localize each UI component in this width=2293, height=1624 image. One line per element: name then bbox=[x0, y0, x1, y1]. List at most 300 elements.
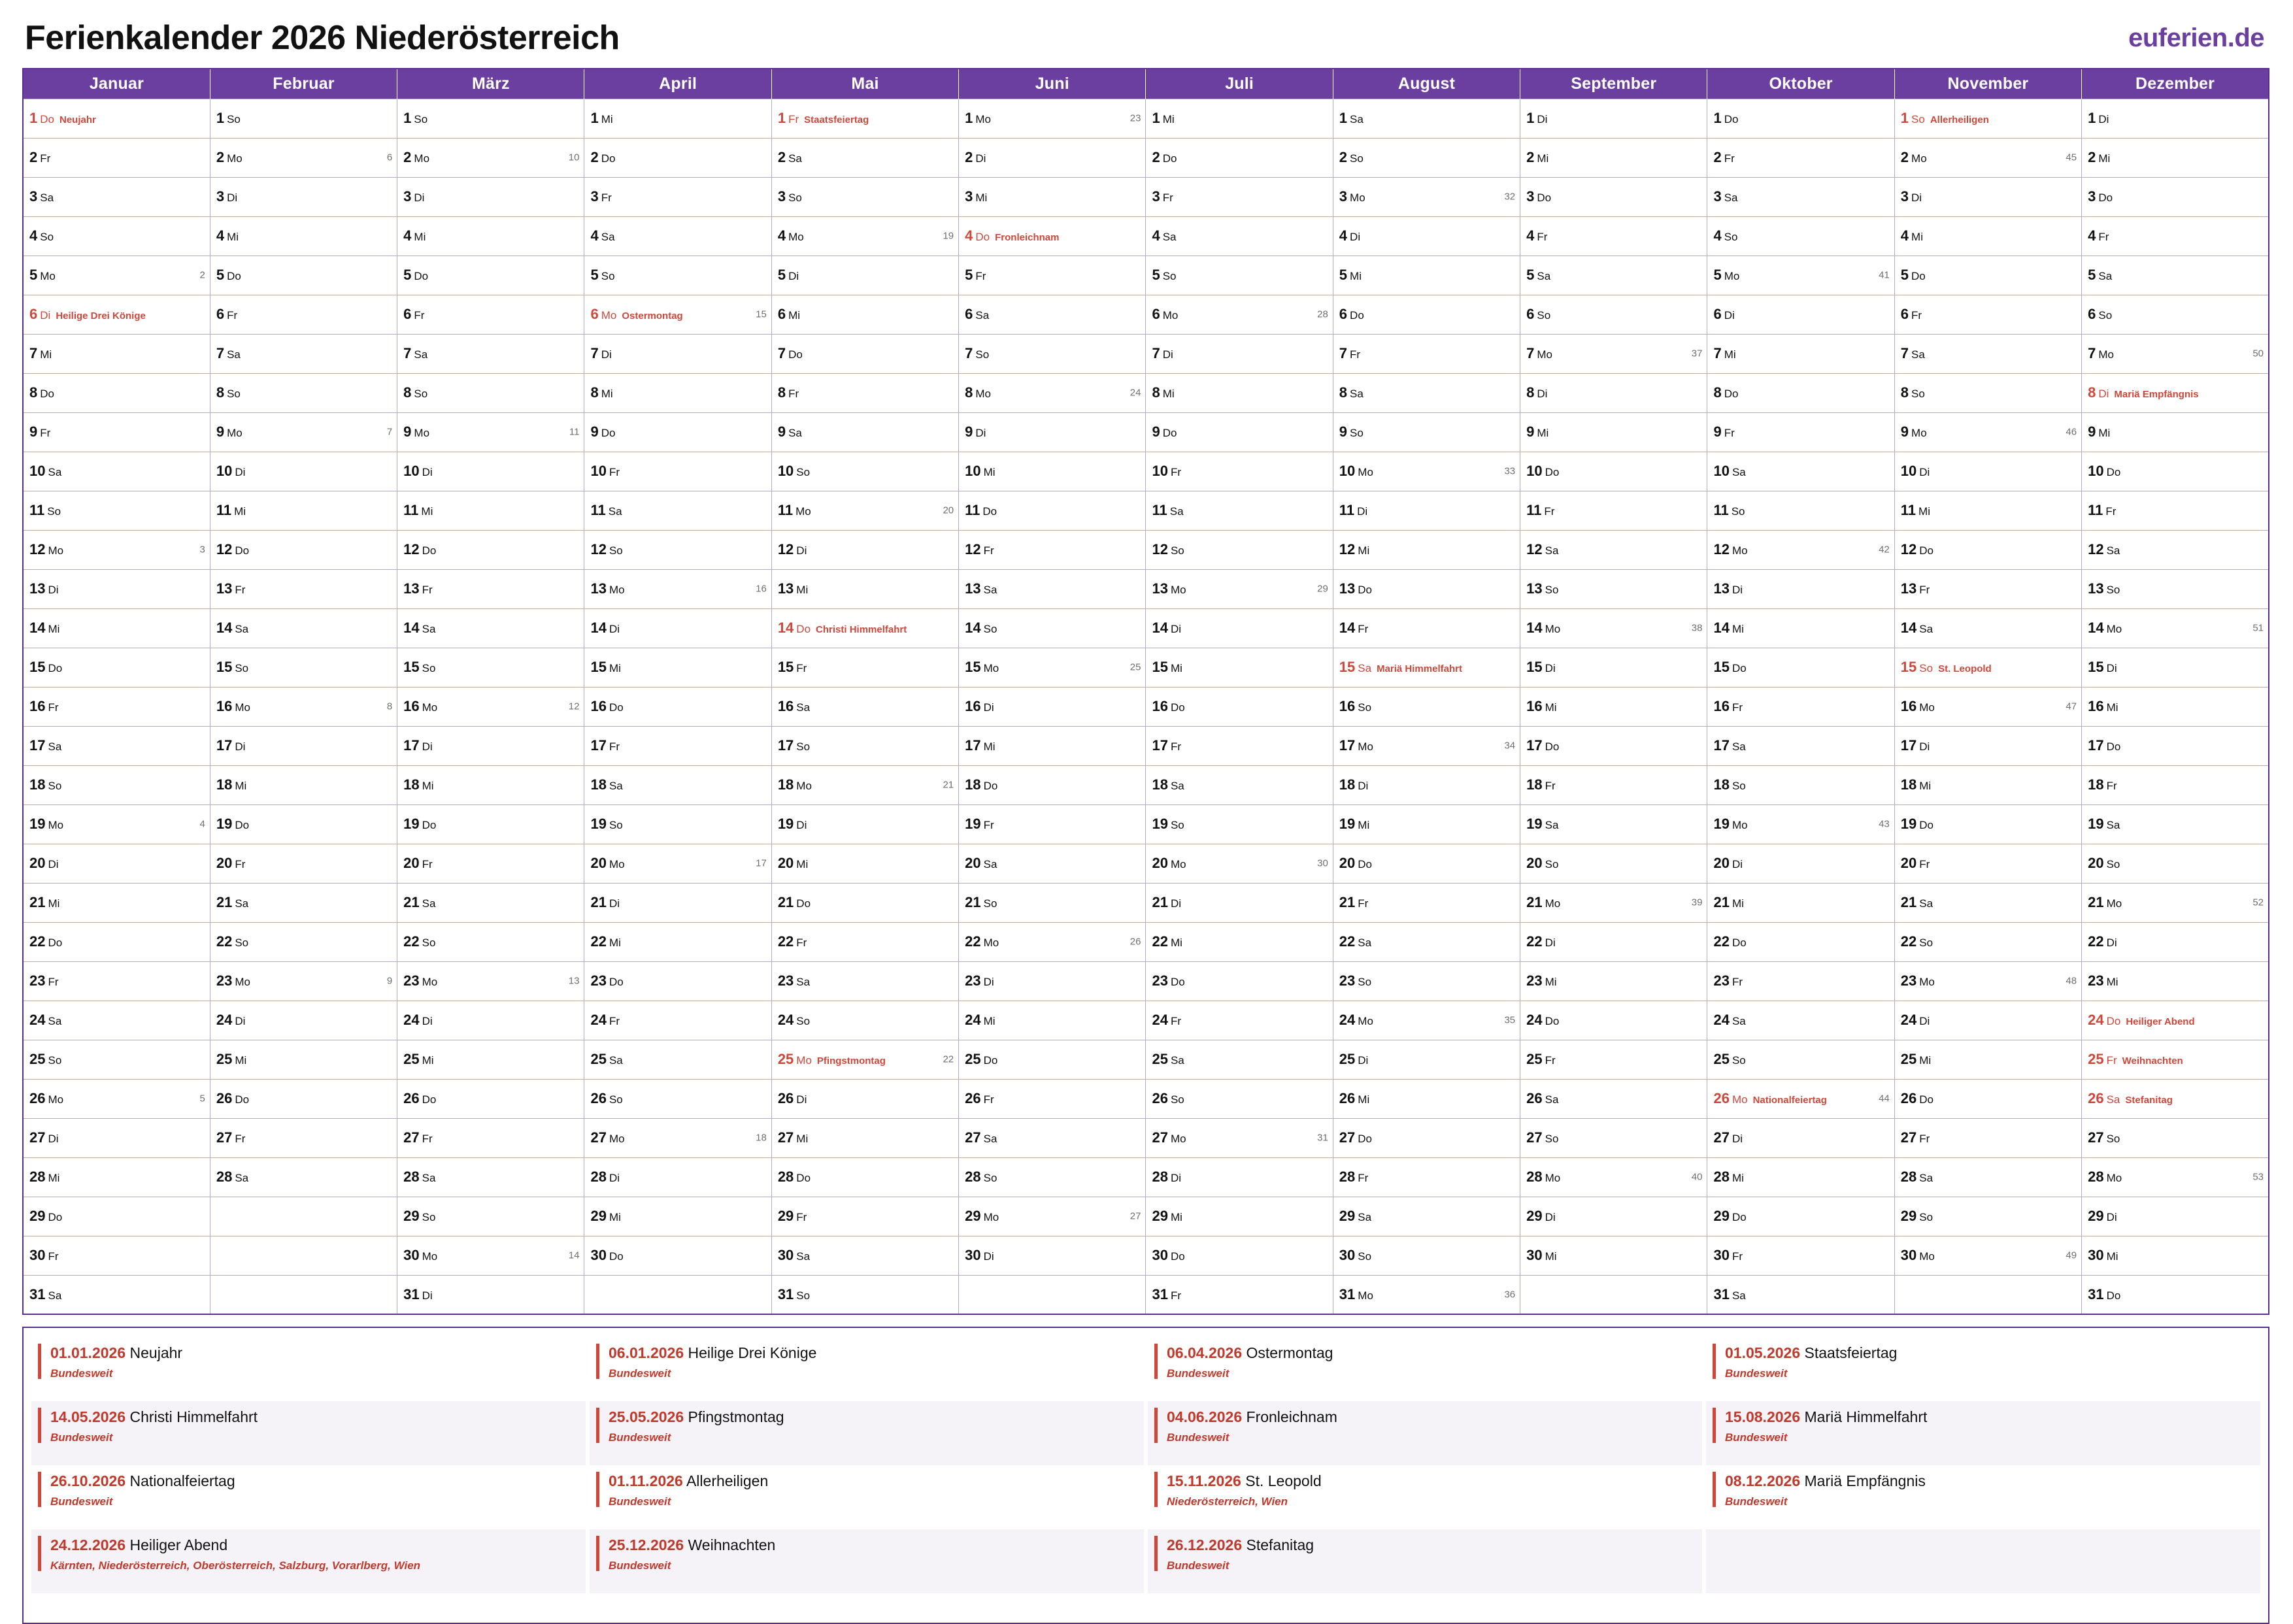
day-cell bbox=[1520, 765, 1707, 804]
day-number: 26 bbox=[1900, 1090, 1917, 1106]
day-weekday: Di bbox=[422, 740, 433, 753]
day-weekday: Fr bbox=[1350, 348, 1361, 361]
day-number: 6 bbox=[2088, 306, 2096, 322]
day-weekday: Fr bbox=[235, 584, 246, 596]
day-weekday: Mo bbox=[796, 780, 812, 792]
day-weekday: So bbox=[422, 936, 436, 949]
day-weekday: Do bbox=[1162, 152, 1177, 165]
calendar-row bbox=[23, 334, 2269, 373]
day-cell bbox=[1146, 491, 1333, 530]
day-number: 24 bbox=[2088, 1012, 2104, 1028]
legend-date: 25.05.2026 bbox=[609, 1408, 684, 1425]
day-number: 18 bbox=[777, 776, 794, 793]
day-weekday: Do bbox=[601, 152, 616, 165]
day-weekday: So bbox=[788, 191, 802, 204]
day-number: 4 bbox=[1900, 227, 1909, 244]
calendar-row bbox=[23, 99, 2269, 138]
day-weekday: Fr bbox=[48, 976, 59, 988]
day-number: 15 bbox=[1152, 659, 1168, 675]
calendar-row bbox=[23, 922, 2269, 961]
day-weekday: Sa bbox=[48, 740, 62, 753]
day-number: 31 bbox=[777, 1285, 794, 1302]
day-number: 31 bbox=[1713, 1285, 1730, 1302]
day-number: 19 bbox=[2088, 816, 2104, 832]
day-cell bbox=[2082, 961, 2269, 1001]
day-weekday: Mo bbox=[1170, 858, 1186, 870]
day-weekday: Mi bbox=[414, 231, 426, 243]
day-cell bbox=[1707, 1197, 1894, 1236]
day-number: 11 bbox=[777, 502, 794, 518]
day-cell bbox=[1894, 765, 2081, 804]
day-weekday: Fr bbox=[788, 113, 799, 125]
day-cell bbox=[1520, 648, 1707, 687]
day-cell bbox=[2082, 1118, 2269, 1157]
legend-date-name: 01.11.2026 Allerheiligen bbox=[609, 1472, 769, 1489]
legend-color-bar bbox=[596, 1344, 599, 1379]
day-cell bbox=[23, 1197, 210, 1236]
day-number: 2 bbox=[1152, 149, 1160, 165]
day-weekday: Di bbox=[796, 819, 807, 831]
day-weekday: Do bbox=[235, 819, 250, 831]
day-cell bbox=[1333, 569, 1520, 608]
day-number: 4 bbox=[1713, 227, 1722, 244]
day-weekday: Mo bbox=[2106, 897, 2122, 910]
day-number: 10 bbox=[590, 463, 607, 479]
day-cell bbox=[959, 648, 1146, 687]
day-number: 11 bbox=[29, 502, 45, 518]
day-number: 1 bbox=[777, 110, 786, 126]
calendar-row bbox=[23, 1040, 2269, 1079]
day-weekday: Mo bbox=[983, 1211, 999, 1223]
day-weekday: Di bbox=[983, 1250, 994, 1263]
day-cell bbox=[397, 138, 584, 177]
calendar-row bbox=[23, 491, 2269, 530]
day-cell bbox=[771, 256, 958, 295]
day-weekday: Mo bbox=[983, 936, 999, 949]
day-number: 4 bbox=[29, 227, 38, 244]
day-number: 22 bbox=[403, 933, 420, 950]
day-weekday: Fr bbox=[1162, 191, 1173, 204]
day-weekday: Fr bbox=[1911, 309, 1922, 322]
legend-text bbox=[609, 1536, 775, 1572]
day-number: 4 bbox=[216, 227, 225, 244]
week-number: 21 bbox=[943, 779, 954, 791]
day-cell bbox=[1707, 608, 1894, 648]
legend-text bbox=[50, 1408, 258, 1444]
day-number: 14 bbox=[777, 620, 794, 636]
week-number: 18 bbox=[756, 1132, 767, 1144]
day-weekday: Mi bbox=[975, 191, 988, 204]
day-cell bbox=[1707, 648, 1894, 687]
legend-date-name: 01.01.2026 Neujahr bbox=[50, 1344, 183, 1361]
month-header-august: August bbox=[1333, 69, 1520, 99]
day-cell bbox=[1333, 138, 1520, 177]
day-cell bbox=[2082, 1157, 2269, 1197]
calendar-row bbox=[23, 1157, 2269, 1197]
day-number: 16 bbox=[29, 698, 46, 714]
day-number: 20 bbox=[590, 855, 607, 871]
day-weekday: Sa bbox=[1732, 740, 1746, 753]
day-cell bbox=[959, 491, 1146, 530]
day-number: 11 bbox=[965, 502, 980, 518]
day-number: 20 bbox=[216, 855, 233, 871]
day-weekday: Fr bbox=[1732, 1250, 1743, 1263]
day-cell bbox=[23, 1079, 210, 1118]
day-number: 3 bbox=[965, 188, 973, 205]
day-cell bbox=[210, 1040, 397, 1079]
day-weekday: Do bbox=[2106, 1289, 2121, 1302]
day-number: 6 bbox=[1713, 306, 1722, 322]
legend-text bbox=[1167, 1408, 1337, 1444]
day-cell bbox=[959, 138, 1146, 177]
day-number: 31 bbox=[29, 1285, 46, 1302]
day-number: 31 bbox=[1339, 1285, 1356, 1302]
day-number: 4 bbox=[777, 227, 786, 244]
day-number: 26 bbox=[1526, 1090, 1543, 1106]
day-cell bbox=[959, 1157, 1146, 1197]
day-weekday: Mi bbox=[1162, 113, 1175, 125]
day-cell bbox=[2082, 726, 2269, 765]
day-number: 29 bbox=[965, 1208, 981, 1224]
week-number: 6 bbox=[386, 152, 393, 163]
day-number: 12 bbox=[2088, 541, 2104, 557]
day-number: 19 bbox=[403, 816, 420, 832]
week-number: 44 bbox=[1879, 1093, 1890, 1104]
day-cell bbox=[1894, 1236, 2081, 1275]
day-cell bbox=[397, 1275, 584, 1314]
day-weekday: So bbox=[1170, 1093, 1184, 1106]
day-cell bbox=[1333, 530, 1520, 569]
day-weekday: So bbox=[1545, 1133, 1559, 1145]
day-cell bbox=[23, 373, 210, 412]
day-cell bbox=[1146, 648, 1333, 687]
day-weekday: Do bbox=[1537, 191, 1552, 204]
day-weekday: Sa bbox=[422, 897, 436, 910]
day-weekday: Do bbox=[1170, 976, 1185, 988]
day-weekday: Mi bbox=[2098, 427, 2111, 439]
day-cell bbox=[397, 412, 584, 452]
day-number: 30 bbox=[403, 1247, 420, 1263]
day-cell bbox=[1520, 844, 1707, 883]
day-cell bbox=[2082, 530, 2269, 569]
day-weekday: Di bbox=[1545, 936, 1556, 949]
day-number: 23 bbox=[216, 972, 233, 989]
day-number: 25 bbox=[1526, 1051, 1543, 1067]
day-weekday: Mo bbox=[2106, 623, 2122, 635]
day-weekday: Mi bbox=[421, 505, 433, 518]
day-number: 19 bbox=[1526, 816, 1543, 832]
day-number: 26 bbox=[1339, 1090, 1356, 1106]
day-weekday: Mo bbox=[1545, 897, 1561, 910]
week-number: 31 bbox=[1317, 1132, 1328, 1144]
day-weekday: Mo bbox=[422, 701, 438, 714]
day-weekday: So bbox=[601, 270, 615, 282]
day-weekday: Di bbox=[235, 740, 246, 753]
day-number: 27 bbox=[965, 1129, 981, 1146]
day-number: 10 bbox=[2088, 463, 2104, 479]
day-weekday: So bbox=[1358, 701, 1372, 714]
day-number: 23 bbox=[2088, 972, 2104, 989]
day-weekday: Fr bbox=[983, 544, 994, 557]
day-cell bbox=[210, 726, 397, 765]
day-cell bbox=[23, 922, 210, 961]
day-cell bbox=[1707, 334, 1894, 373]
day-weekday: Di bbox=[1919, 1015, 1930, 1027]
week-number: 28 bbox=[1317, 308, 1328, 320]
day-weekday: Di bbox=[48, 584, 59, 596]
day-cell bbox=[771, 99, 958, 138]
day-number: 2 bbox=[403, 149, 412, 165]
day-cell bbox=[1520, 334, 1707, 373]
day-weekday: Sa bbox=[1545, 544, 1559, 557]
day-weekday: Mo bbox=[1911, 152, 1927, 165]
day-number: 22 bbox=[590, 933, 607, 950]
day-cell bbox=[23, 765, 210, 804]
day-number: 28 bbox=[403, 1168, 420, 1185]
day-cell bbox=[397, 687, 584, 726]
day-number: 16 bbox=[1339, 698, 1356, 714]
day-number: 4 bbox=[1339, 227, 1348, 244]
day-number: 3 bbox=[777, 188, 786, 205]
day-number: 3 bbox=[1900, 188, 1909, 205]
week-number: 42 bbox=[1879, 544, 1890, 555]
day-number: 10 bbox=[1526, 463, 1543, 479]
day-cell bbox=[2082, 1079, 2269, 1118]
day-cell bbox=[1707, 452, 1894, 491]
day-cell bbox=[1333, 922, 1520, 961]
holiday-label: Neujahr bbox=[59, 114, 96, 125]
week-number: 36 bbox=[1504, 1289, 1516, 1301]
day-number: 3 bbox=[403, 188, 412, 205]
day-cell bbox=[1146, 804, 1333, 844]
day-weekday: Di bbox=[796, 544, 807, 557]
empty-cell bbox=[210, 1236, 397, 1275]
day-number: 5 bbox=[1900, 267, 1909, 283]
day-cell bbox=[1894, 216, 2081, 256]
day-weekday: Do bbox=[40, 388, 54, 400]
day-cell bbox=[23, 177, 210, 216]
week-number: 15 bbox=[756, 308, 767, 320]
week-number: 50 bbox=[2252, 348, 2264, 359]
day-weekday: Fr bbox=[235, 1133, 246, 1145]
day-number: 30 bbox=[29, 1247, 46, 1263]
day-weekday: Di bbox=[1732, 1133, 1743, 1145]
calendar-row bbox=[23, 177, 2269, 216]
day-weekday: Fr bbox=[422, 584, 433, 596]
day-weekday: Fr bbox=[2098, 231, 2109, 243]
week-number: 52 bbox=[2252, 897, 2264, 908]
day-cell bbox=[1146, 1236, 1333, 1275]
day-weekday: Mi bbox=[1545, 1250, 1557, 1263]
day-weekday: Mi bbox=[2106, 1250, 2118, 1263]
day-weekday: Do bbox=[609, 976, 624, 988]
day-number: 22 bbox=[1152, 933, 1168, 950]
day-weekday: Fr bbox=[1919, 584, 1930, 596]
day-cell bbox=[959, 177, 1146, 216]
day-number: 8 bbox=[216, 384, 225, 401]
day-number: 8 bbox=[29, 384, 38, 401]
day-weekday: Mi bbox=[983, 740, 996, 753]
day-cell bbox=[771, 295, 958, 334]
week-number: 48 bbox=[2066, 975, 2077, 987]
day-weekday: Mi bbox=[40, 348, 52, 361]
day-weekday: Do bbox=[788, 348, 803, 361]
day-cell bbox=[210, 961, 397, 1001]
day-number: 9 bbox=[1339, 423, 1348, 440]
legend-text bbox=[50, 1472, 235, 1508]
day-cell bbox=[584, 844, 771, 883]
day-cell bbox=[584, 1001, 771, 1040]
day-weekday: So bbox=[1731, 505, 1745, 518]
day-number: 1 bbox=[2088, 110, 2096, 126]
day-number: 23 bbox=[1526, 972, 1543, 989]
day-weekday: Sa bbox=[1350, 388, 1364, 400]
day-cell bbox=[771, 1275, 958, 1314]
day-cell bbox=[1707, 177, 1894, 216]
day-cell bbox=[1333, 1118, 1520, 1157]
day-weekday: So bbox=[983, 1172, 997, 1184]
day-weekday: Sa bbox=[609, 1054, 623, 1067]
day-cell bbox=[1894, 608, 2081, 648]
day-number: 15 bbox=[590, 659, 607, 675]
day-number: 20 bbox=[1526, 855, 1543, 871]
day-weekday: So bbox=[1170, 544, 1184, 557]
day-cell bbox=[1894, 1157, 2081, 1197]
day-weekday: Mo bbox=[983, 662, 999, 674]
day-number: 24 bbox=[1152, 1012, 1168, 1028]
day-weekday: Sa bbox=[1358, 936, 1372, 949]
day-cell bbox=[210, 608, 397, 648]
day-weekday: Mo bbox=[227, 427, 243, 439]
day-number: 2 bbox=[590, 149, 599, 165]
day-number: 27 bbox=[216, 1129, 233, 1146]
week-number: 9 bbox=[386, 975, 393, 987]
month-header-februar: Februar bbox=[210, 69, 397, 99]
day-cell bbox=[397, 844, 584, 883]
day-cell bbox=[584, 138, 771, 177]
day-cell bbox=[2082, 569, 2269, 608]
legend-color-bar bbox=[38, 1344, 41, 1379]
day-cell bbox=[23, 138, 210, 177]
legend-date-name: 26.12.2026 Stefanitag bbox=[1167, 1536, 1314, 1553]
empty-cell bbox=[210, 1275, 397, 1314]
day-number: 11 bbox=[1526, 502, 1542, 518]
day-weekday: Mi bbox=[1170, 1211, 1182, 1223]
day-weekday: Mi bbox=[1162, 388, 1175, 400]
day-cell bbox=[959, 1197, 1146, 1236]
day-weekday: Di bbox=[1732, 584, 1743, 596]
day-weekday: Do bbox=[601, 427, 616, 439]
day-cell bbox=[397, 569, 584, 608]
day-number: 9 bbox=[1713, 423, 1722, 440]
day-number: 24 bbox=[403, 1012, 420, 1028]
day-number: 13 bbox=[216, 580, 233, 597]
day-cell bbox=[1333, 412, 1520, 452]
day-weekday: Do bbox=[983, 1054, 998, 1067]
day-number: 13 bbox=[777, 580, 794, 597]
legend-date-name: 25.05.2026 Pfingstmontag bbox=[609, 1408, 784, 1425]
day-cell bbox=[771, 844, 958, 883]
day-weekday: Fr bbox=[983, 819, 994, 831]
day-weekday: So bbox=[975, 348, 990, 361]
legend-date: 26.12.2026 bbox=[1167, 1536, 1243, 1553]
day-cell bbox=[959, 1236, 1146, 1275]
day-number: 15 bbox=[2088, 659, 2104, 675]
day-number: 5 bbox=[590, 267, 599, 283]
day-cell bbox=[1333, 216, 1520, 256]
day-weekday: Mo bbox=[1732, 544, 1748, 557]
day-weekday: Sa bbox=[48, 1015, 62, 1027]
day-cell bbox=[397, 177, 584, 216]
day-weekday: So bbox=[48, 780, 62, 792]
day-cell bbox=[584, 1197, 771, 1236]
day-number: 27 bbox=[590, 1129, 607, 1146]
day-weekday: Mi bbox=[601, 113, 613, 125]
day-number: 21 bbox=[590, 894, 607, 910]
legend-color-bar bbox=[1713, 1408, 1716, 1443]
day-number: 6 bbox=[777, 306, 786, 322]
day-cell bbox=[2082, 373, 2269, 412]
day-number: 9 bbox=[590, 423, 599, 440]
week-number: 23 bbox=[1130, 112, 1141, 124]
day-weekday: Do bbox=[1545, 466, 1560, 478]
day-number: 8 bbox=[965, 384, 973, 401]
legend-date-name: 24.12.2026 Heiliger Abend bbox=[50, 1536, 228, 1553]
day-number: 15 bbox=[965, 659, 981, 675]
day-number: 14 bbox=[965, 620, 981, 636]
day-weekday: Fr bbox=[422, 858, 433, 870]
day-number: 18 bbox=[1152, 776, 1168, 793]
day-cell bbox=[1707, 804, 1894, 844]
day-number: 13 bbox=[965, 580, 981, 597]
day-cell bbox=[1894, 883, 2081, 922]
day-number: 30 bbox=[777, 1247, 794, 1263]
week-number: 14 bbox=[568, 1250, 580, 1261]
day-number: 6 bbox=[1152, 306, 1160, 322]
day-weekday: Di bbox=[1170, 897, 1182, 910]
day-cell bbox=[23, 491, 210, 530]
day-number: 10 bbox=[216, 463, 233, 479]
day-number: 16 bbox=[590, 698, 607, 714]
day-number: 22 bbox=[1713, 933, 1730, 950]
month-header-dezember: Dezember bbox=[2082, 69, 2269, 99]
day-weekday: Mo bbox=[48, 819, 64, 831]
day-number: 11 bbox=[2088, 502, 2103, 518]
day-number: 28 bbox=[1152, 1168, 1168, 1185]
day-number: 21 bbox=[216, 894, 233, 910]
day-number: 23 bbox=[1713, 972, 1730, 989]
day-weekday: Mi bbox=[2098, 152, 2111, 165]
day-number: 9 bbox=[2088, 423, 2096, 440]
day-number: 6 bbox=[216, 306, 225, 322]
day-cell bbox=[397, 1040, 584, 1079]
day-cell bbox=[23, 1275, 210, 1314]
day-weekday: Fr bbox=[1545, 780, 1556, 792]
day-cell bbox=[1894, 1079, 2081, 1118]
week-number: 37 bbox=[1691, 348, 1703, 359]
day-weekday: So bbox=[1911, 388, 1925, 400]
day-cell bbox=[1894, 961, 2081, 1001]
day-weekday: Di bbox=[2098, 388, 2109, 400]
day-number: 13 bbox=[1152, 580, 1168, 597]
day-weekday: Mo bbox=[1358, 1289, 1373, 1302]
day-weekday: Fr bbox=[2106, 780, 2117, 792]
day-cell bbox=[23, 412, 210, 452]
day-weekday: So bbox=[227, 388, 241, 400]
day-weekday: So bbox=[609, 1093, 623, 1106]
day-cell bbox=[210, 295, 397, 334]
week-number: 3 bbox=[199, 544, 205, 555]
